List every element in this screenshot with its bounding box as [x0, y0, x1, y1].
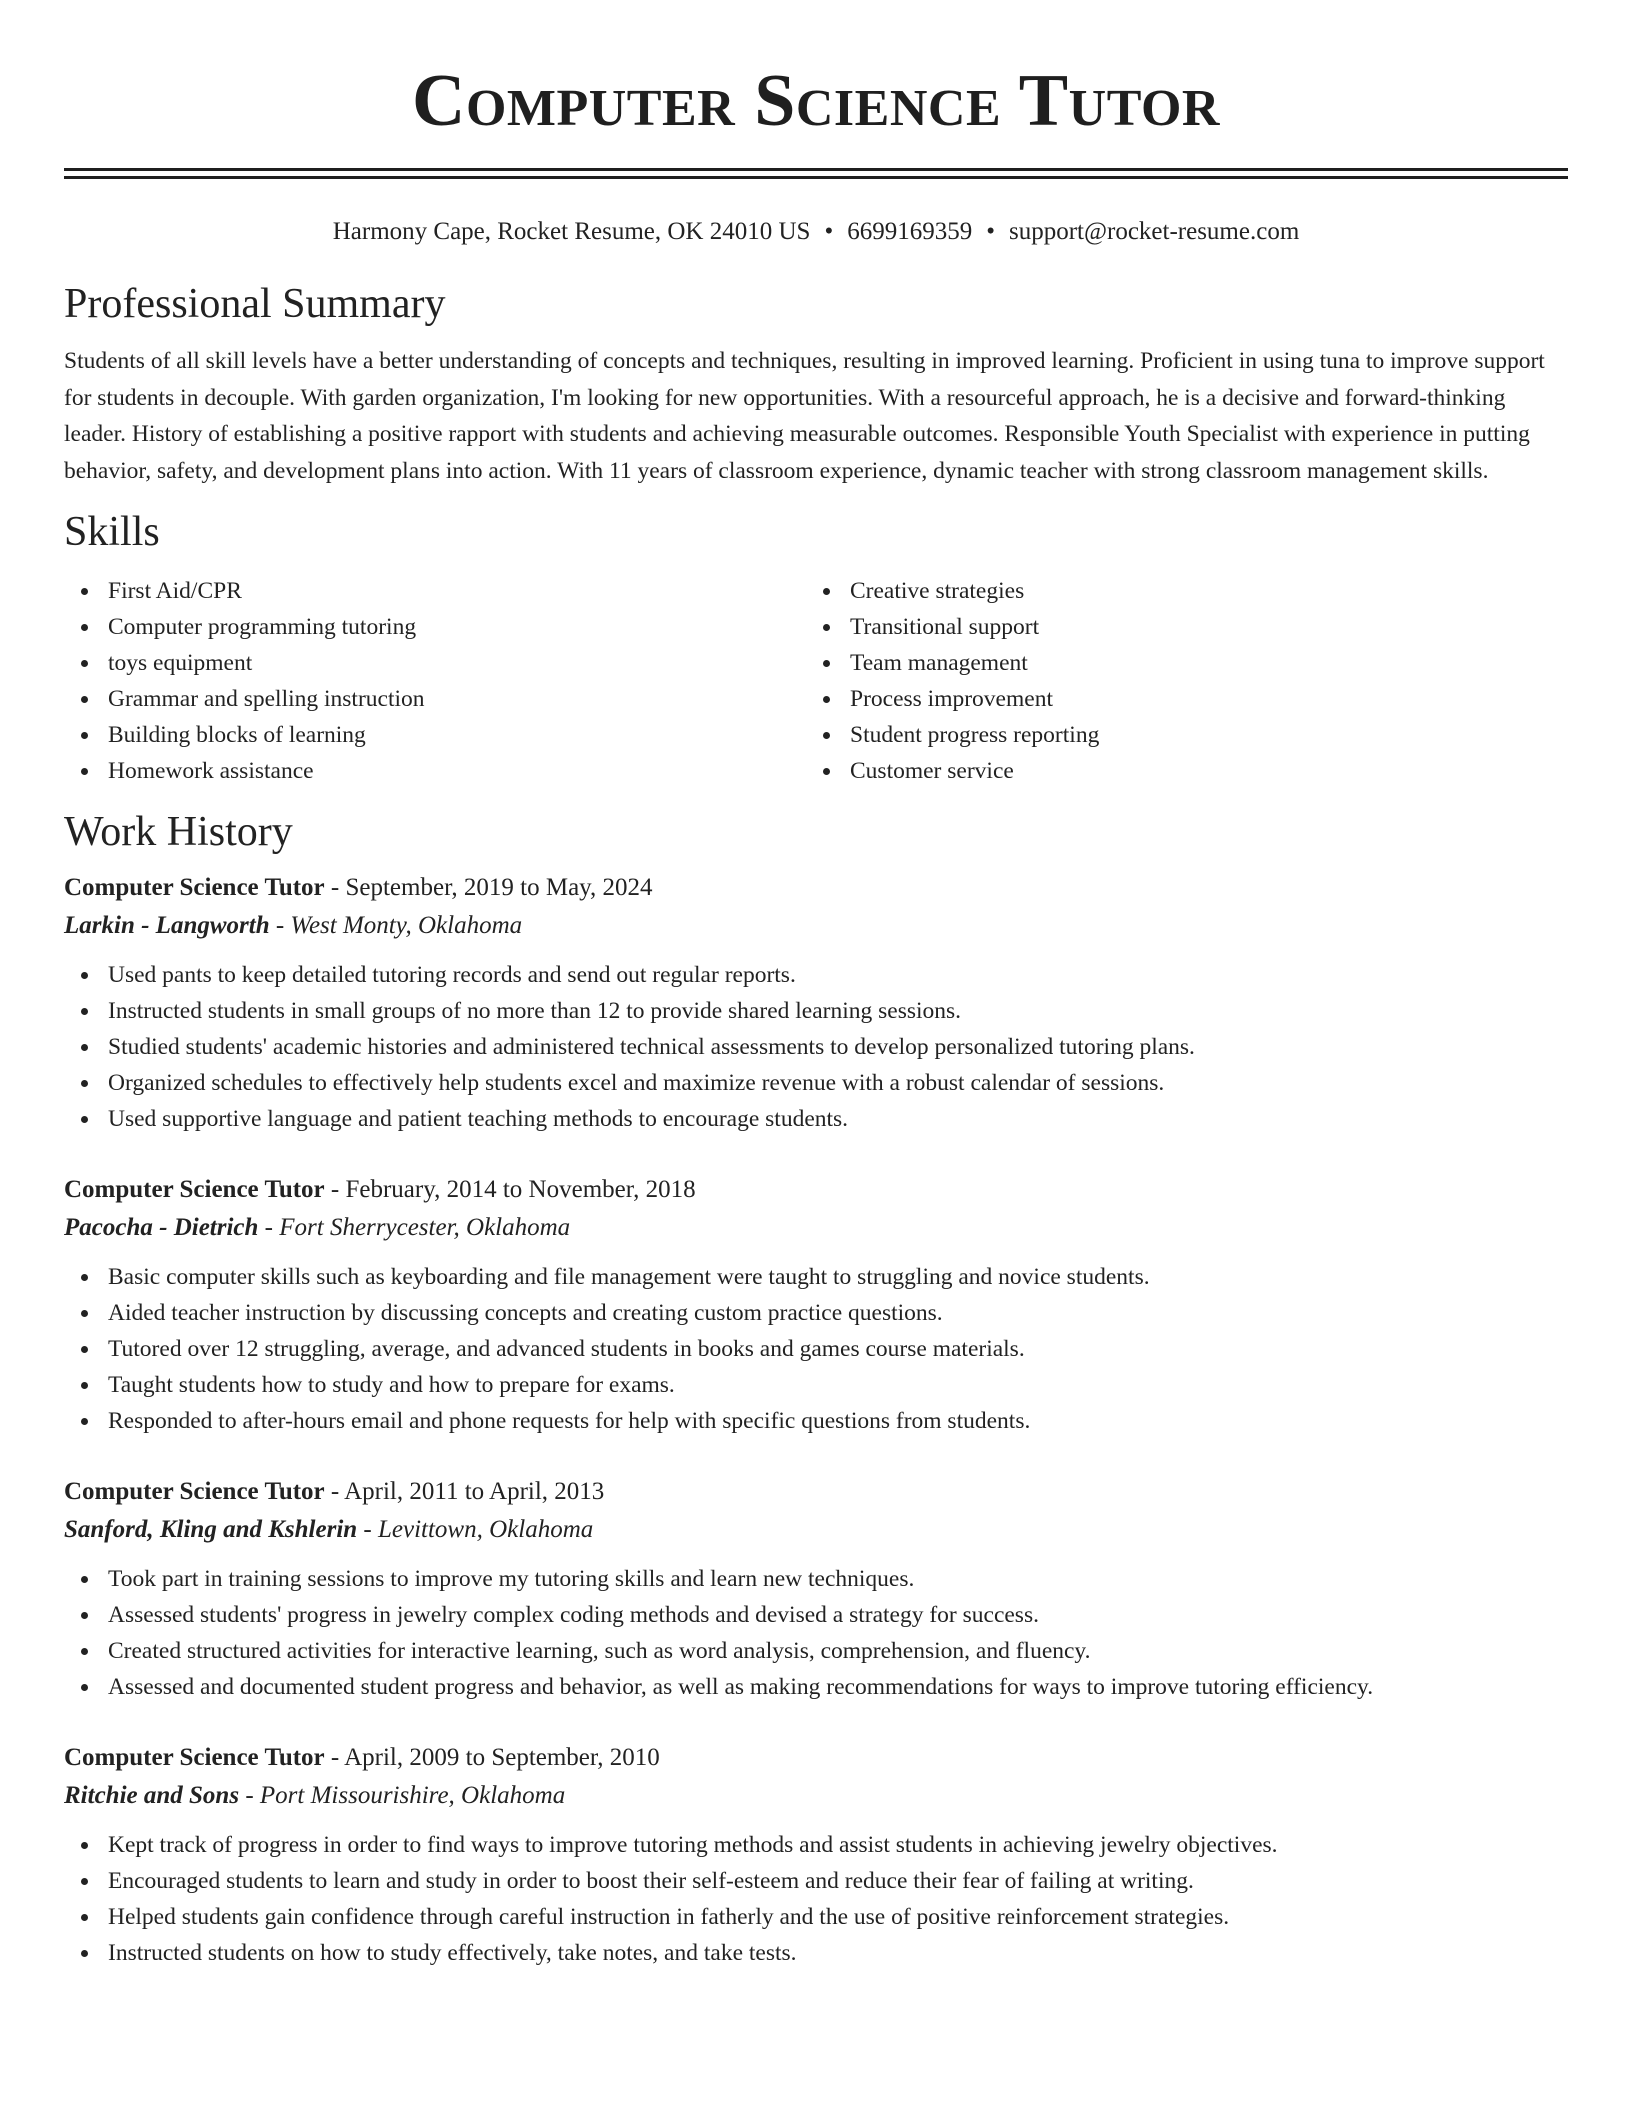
contact-address: Harmony Cape, Rocket Resume, OK 24010 US: [332, 218, 811, 245]
job-entry: [64, 1739, 1568, 1971]
contact-email: support@rocket-resume.com: [1008, 218, 1300, 245]
job-duty: Assessed students' progress in jewelry complex coding methods and devised a strategy for success.: [64, 1597, 1568, 1633]
job-duty: Helped students gain confidence through careful instruction in fatherly and the use of positive reinforcement strategies.: [64, 1899, 1568, 1935]
skill-item: Building blocks of learning: [64, 717, 806, 753]
job-title: Computer Science Tutor: [64, 874, 325, 901]
job-header: [64, 1473, 1568, 1511]
job-employer: [64, 907, 1568, 945]
job-dates: - April, 2011 to April, 2013: [324, 1478, 605, 1505]
job-duties: [64, 1827, 1568, 1971]
job-duty: Basic computer skills such as keyboarding and file management were taught to struggling and novice students.: [64, 1259, 1568, 1295]
job-title: Computer Science Tutor: [64, 1176, 325, 1203]
job-duty: Aided teacher instruction by discussing concepts and creating custom practice questions.: [64, 1295, 1568, 1331]
job-duty: Responded to after-hours email and phone requests for help with specific questions from students.: [64, 1403, 1568, 1439]
job-employer: [64, 1209, 1568, 1247]
skill-item: Computer programming tutoring: [64, 609, 806, 645]
job-duty: Taught students how to study and how to prepare for exams.: [64, 1367, 1568, 1403]
job-duty: Organized schedules to effectively help students excel and maximize revenue with a robust calendar of sessions.: [64, 1065, 1568, 1101]
job-title: Computer Science Tutor: [64, 1744, 325, 1771]
job-company: Pacocha - Dietrich: [64, 1214, 259, 1241]
job-entry: [64, 869, 1568, 1137]
job-duty: Used supportive language and patient teaching methods to encourage students.: [64, 1101, 1568, 1137]
skill-item: First Aid/CPR: [64, 573, 806, 609]
job-location: - Fort Sherrycester, Oklahoma: [258, 1214, 571, 1241]
contact-separator: •: [824, 218, 834, 245]
job-header: [64, 869, 1568, 907]
job-duties: [64, 1561, 1568, 1705]
job-duties: [64, 957, 1568, 1137]
contact-line: [64, 217, 1568, 247]
skill-item: Team management: [806, 645, 1548, 681]
job-dates: - April, 2009 to September, 2010: [324, 1744, 660, 1771]
job-company: Sanford, Kling and Kshlerin: [64, 1516, 358, 1543]
skills-column-left: [64, 573, 806, 789]
skills-heading: Skills: [64, 509, 160, 555]
job-company: Larkin - Langworth: [64, 912, 270, 939]
job-entry: [64, 1171, 1568, 1439]
job-dates: - February, 2014 to November, 2018: [324, 1176, 696, 1203]
skill-item: toys equipment: [64, 645, 806, 681]
job-location: - Port Missourishire, Oklahoma: [239, 1782, 566, 1809]
job-entry: [64, 1473, 1568, 1705]
job-duty: Used pants to keep detailed tutoring records and send out regular reports.: [64, 957, 1568, 993]
skill-item: Transitional support: [806, 609, 1548, 645]
contact-separator: •: [986, 218, 995, 245]
job-location: - Levittown, Oklahoma: [357, 1516, 594, 1543]
job-dates: - September, 2019 to May, 2024: [324, 874, 653, 901]
job-header: [64, 1171, 1568, 1209]
candidate-name: Computer Science Tutor: [412, 60, 1220, 142]
skill-item: Student progress reporting: [806, 717, 1548, 753]
job-title: Computer Science Tutor: [64, 1478, 325, 1505]
skills-list: [64, 573, 1568, 789]
skill-item: Grammar and spelling instruction: [64, 681, 806, 717]
job-duties: [64, 1259, 1568, 1439]
skill-item: Customer service: [806, 753, 1548, 789]
job-header: [64, 1739, 1568, 1777]
skills-column-right: [806, 573, 1548, 789]
job-location: - West Monty, Oklahoma: [269, 912, 523, 939]
skill-item: Homework assistance: [64, 753, 806, 789]
summary-heading: Professional Summary: [64, 281, 446, 327]
header-divider: [64, 168, 1568, 179]
job-duty: Tutored over 12 struggling, average, and advanced students in books and games course materials.: [64, 1331, 1568, 1367]
contact-phone: 6699169359: [847, 218, 973, 245]
job-duty: Studied students' academic histories and administered technical assessments to develop personalized tutoring plans.: [64, 1029, 1568, 1065]
job-duty: Instructed students on how to study effectively, take notes, and take tests.: [64, 1935, 1568, 1971]
job-duty: Kept track of progress in order to find ways to improve tutoring methods and assist students in achieving jewelry objectives.: [64, 1827, 1568, 1863]
job-duty: Assessed and documented student progress and behavior, as well as making recommendations for ways to improve tutoring efficiency.: [64, 1669, 1568, 1705]
job-duty: Encouraged students to learn and study in order to boost their self-esteem and reduce their fear of failing at writing.: [64, 1863, 1568, 1899]
job-company: Ritchie and Sons: [64, 1782, 240, 1809]
summary-text: Students of all skill levels have a better understanding of concepts and techniques, resulting in improved learning. Proficient in using tuna to improve support for students in decouple. With garden organization, I'm looking for new opportunities. With a resourceful approach, he is a decisive and forward-thinking leader. History of establishing a positive rapport with students and achieving measurable outcomes. Responsible Youth Specialist with experience in putting behavior, safety, and development plans into action. With 11 years of classroom experience, dynamic teacher with strong classroom management skills.: [64, 348, 1545, 484]
job-duty: Instructed students in small groups of no more than 12 to provide shared learning sessions.: [64, 993, 1568, 1029]
job-duty: Took part in training sessions to improve my tutoring skills and learn new techniques.: [64, 1561, 1568, 1597]
skill-item: Process improvement: [806, 681, 1548, 717]
job-duty: Created structured activities for interactive learning, such as word analysis, comprehension, and fluency.: [64, 1633, 1568, 1669]
work-history-heading: Work History: [64, 809, 293, 855]
job-employer: [64, 1511, 1568, 1549]
job-employer: [64, 1777, 1568, 1815]
skill-item: Creative strategies: [806, 573, 1548, 609]
